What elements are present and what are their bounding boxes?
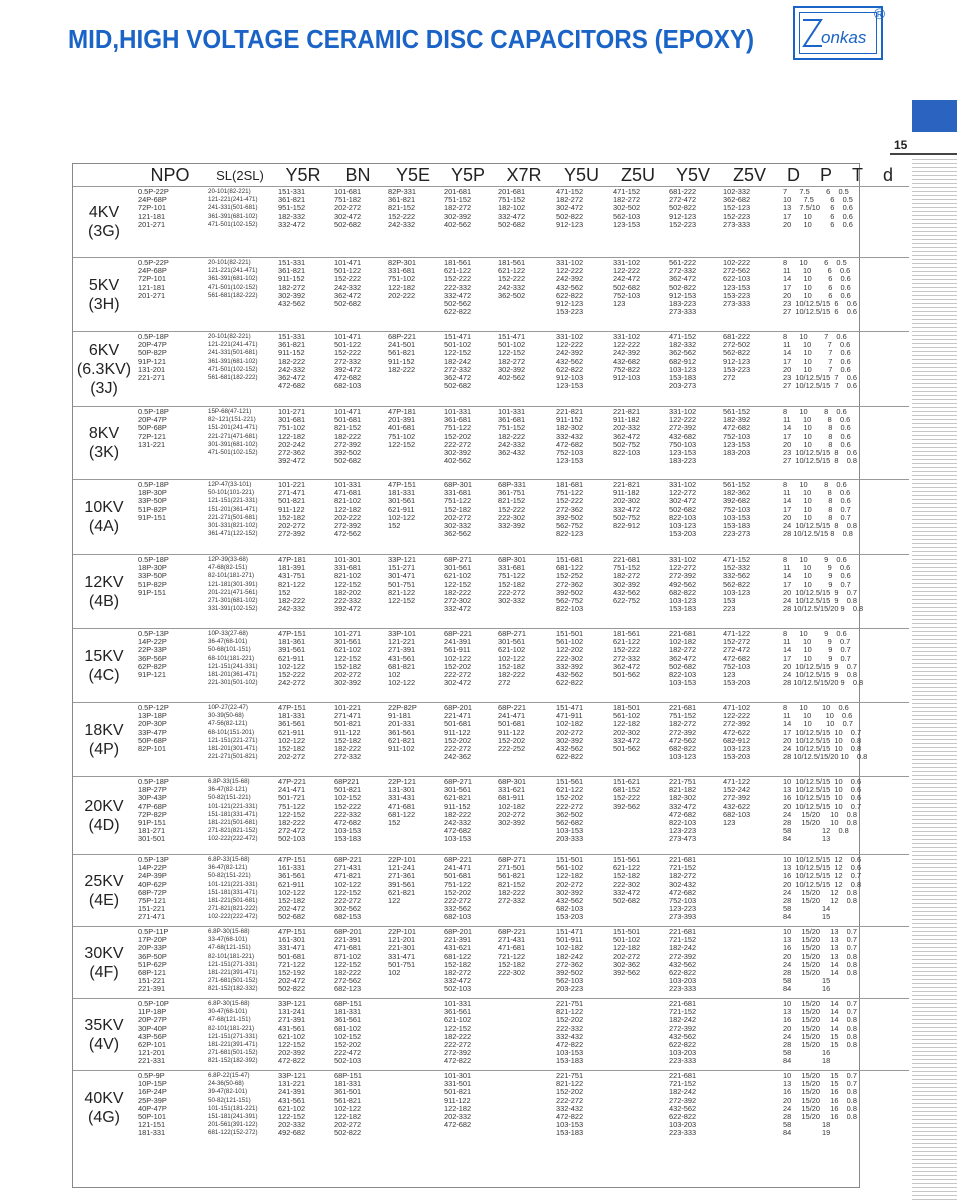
logo-text: onkas: [821, 28, 867, 47]
cell-bn: 68P-151 181-331 361-561 681-102 102-152 152-202 222-472 502-103: [331, 999, 385, 1071]
cell-y5p: 68P-201 221-471 501-681 911-122 152-202 222-272 242-362: [441, 703, 495, 777]
voltage-rating-cell: 25KV (4E): [73, 855, 135, 927]
cell-y5e: 22P-101 121-241 271-361 391-561 621-821 122: [385, 855, 441, 927]
cell-z5v: [720, 1071, 779, 1146]
cell-z5u: 151-501 501-102 122-182 202-272 302-362 392-562: [610, 927, 666, 999]
cell-x7r: 101-331 361-681 751-152 182-222 242-332 362-432: [495, 407, 553, 480]
cell-y5r: 47P-151 161-301 331-471 501-681 721-122 152-192 202-472 502-822: [275, 927, 331, 999]
voltage-rating-cell: 8KV (3K): [73, 407, 135, 480]
header-npo: NPO: [135, 164, 205, 187]
side-tab-marker: [912, 100, 957, 132]
page-number: 15: [894, 138, 908, 152]
cell-z5u: 331-102 122-222 242-472 502-682 752-103 123: [610, 258, 666, 332]
cell-z5v: 102-222 272-562 622-103 123-153 153-223 273-333: [720, 258, 779, 332]
voltage-rating-cell: 18KV (4P): [73, 703, 135, 777]
cell-sl: 12P-47(33-101) 50-101(101-221) 121-151(221-331) 151-201(361-471) 221-271(501-681) 301-331(821-102) 361-471(122-152): [205, 480, 275, 555]
cell-z5v: [720, 855, 779, 927]
cell-bn: 101-471 501-681 821-152 182-222 272-392 392-502 502-682: [331, 407, 385, 480]
cell-z5v: [720, 927, 779, 999]
voltage-rating-cell: 15KV (4C): [73, 629, 135, 703]
table-row: [73, 1071, 909, 1146]
cell-x7r: 68P-221 271-431 471-681 721-122 152-182 222-302: [495, 927, 553, 999]
cell-bn: 101-271 301-561 621-102 122-152 152-182 202-272 302-392: [331, 629, 385, 703]
cell-dptd: 7 7.5 6 0.5 10 7.5 6 0.5 13 7.5/10 6 0.6 17 10 6 0.6 20 10 6 0.6: [779, 187, 909, 258]
voltage-rating-cell: 10KV (4A): [73, 480, 135, 555]
cell-npo: 0.5P-9P 10P-15P 16P-24P 25P-39P 40P-47P 50P-101 121-151 181-331: [138, 1071, 167, 1138]
cell-sl: 6.8P-22(15-47) 24-36(50-68) 39-47(82-101) 50-82(121-151) 101-151(181-221) 151-181(241-391) 201-561(391-122) 681-122(152-272): [208, 1072, 258, 1137]
cell-y5e: 47P-151 181-331 301-561 621-911 102-122 152: [385, 480, 441, 555]
table-row: [73, 407, 909, 480]
cell-y5p: 201-681 751-152 182-272 302-392 402-562: [441, 187, 495, 258]
voltage-rating-cell: 40KV (4G): [84, 1090, 124, 1127]
table-row: [73, 187, 909, 258]
header-y5p: Y5P: [441, 164, 495, 187]
table-row: [73, 927, 909, 999]
cell-z5u: 151-561 621-122 152-182 222-302 332-472 502-682: [610, 855, 666, 927]
cell-y5u: 151-681 681-122 152-252 272-362 392-502 562-752 822-103: [553, 555, 610, 629]
cell-y5v: 221-681 721-152 182-242 272-392 432-562 622-822 103-203 223-333: [666, 999, 720, 1071]
cell-y5e: 22P-101 121-201 221-301 331-471 501-751 102: [385, 927, 441, 999]
cell-bn: 68P-201 221-391 471-681 871-102 122-152 182-222 272-562 682-123: [331, 927, 385, 999]
cell-y5r: 101-221 271-471 501-821 911-122 152-182 202-272 272-392: [275, 480, 331, 555]
cell-npo: 0.5P-11P 17P-20P 20P-33P 36P-50P 51P-62P 68P-121 151-221 221-391: [135, 927, 205, 999]
cell-z5v: [720, 999, 779, 1071]
cell-x7r: 68P-301 331-681 751-122 152-182 222-272 302-332: [495, 555, 553, 629]
cell-z5u: 221-821 911-182 202-332 362-472 502-752 822-103: [610, 407, 666, 480]
voltage-rating-cell: 12KV (4B): [73, 555, 135, 629]
cell-sl: 12P-39(33-68) 47-68(82-151) 82-101(181-271) 121-181(301-391) 201-221(471-561) 271-301(681-102) 331-391(102-152): [205, 555, 275, 629]
header-y5e: Y5E: [385, 164, 441, 187]
cell-sl: 6.8P-30(15-68) 30-47(68-101) 47-68(121-151) 82-101(181-221) 121-151(271-331) 181-221(391-471) 271-681(501-152) 821-152(182-392): [205, 999, 275, 1071]
cell-sl: 20-101(82-221) 121-221(241-471) 241-331(501-681) 361-391(681-102) 471-501(102-152): [205, 187, 275, 258]
cell-y5e: 22P-82P 91-181 201-331 361-561 621-821 911-102: [385, 703, 441, 777]
cell-bn: 101-301 331-681 821-102 122-152 182-202 222-332 392-472: [331, 555, 385, 629]
table-row: [73, 555, 909, 629]
cell-y5e: 33P-101 121-221 271-391 431-561 681-821 102 102-122: [385, 629, 441, 703]
cell-y5p: 68P-271 301-561 621-102 122-152 182-222 272-302 332-472: [441, 555, 495, 629]
cell-y5p: 181-561 621-122 152-222 222-332 332-472 502-562 622-822: [441, 258, 495, 332]
cell-y5u: 221-751 821-122 152-202 222-272 332-432 472-822 103-153 153-183: [556, 1071, 584, 1138]
header-y5u: Y5U: [553, 164, 610, 187]
cell-y5e: [385, 999, 441, 1071]
cell-x7r: 68P-331 361-751 821-152 152-222 222-302 332-392: [495, 480, 553, 555]
table-row: [73, 629, 909, 703]
cell-dptd: 10 15/20 15 0.7 13 15/20 15 0.7 16 15/20 16 0.8 20 15/20 16 0.8 24 15/20 16 0.8 28 15/20 16 0.8 58 18 84 19: [783, 1071, 857, 1138]
header-z5u: Z5U: [610, 164, 666, 187]
cell-dptd: 10 10/12.5/15 12 0.6 13 10/12.5/15 12 0.6 16 10/12.5/15 12 0.7 20 10/12.5/15 12 0.8 24 15/20 12 0.8 28 15/20 12 0.8 58 14 84 15: [779, 855, 909, 927]
cell-y5v: 221-681 751-152 182-272 272-392 472-562 682-822 103-123: [666, 703, 720, 777]
table-row: [73, 480, 909, 555]
cell-y5r: 47P-151 181-331 361-561 621-911 102-122 152-182 202-272: [275, 703, 331, 777]
cell-sl: 6.8P-33(15-68) 36-47(82-121) 50-82(151-221) 101-121(221-331) 151-181(331-471) 181-221(501-681) 271-821(821-152) 102-222(222-472): [205, 777, 275, 855]
cell-npo: 0.5P-13P 14P-22P 24P-39P 40P-62P 68P-72P 75P-121 151-221 271-471: [135, 855, 205, 927]
cell-y5p: 68P-221 241-391 561-911 102-122 152-202 222-272 302-472: [441, 629, 495, 703]
cell-x7r: 181-561 621-122 152-222 242-332 362-502: [495, 258, 553, 332]
cell-x7r: [495, 999, 553, 1071]
cell-y5u: 221-751 821-122 152-202 222-332 332-432 472-822 103-153 153-183: [553, 999, 610, 1071]
cell-y5r: 47P-151 181-361 391-561 621-911 102-122 152-222 242-272: [275, 629, 331, 703]
table-header-row: [73, 164, 909, 187]
cell-y5v: 471-152 182-332 362-562 682-912 103-123 153-183 203-273: [666, 332, 720, 407]
header-bn: BN: [331, 164, 385, 187]
cell-y5u: 151-501 561-102 122-202 222-302 332-392 432-562 622-822: [553, 629, 610, 703]
header-spacer: [73, 164, 135, 187]
cell-y5e: 82P-331 361-821 821-152 152-222 242-332: [385, 187, 441, 258]
voltage-rating-cell: 35KV (4V): [73, 999, 135, 1071]
table-row: [73, 332, 909, 407]
cell-x7r: 68P-271 271-501 561-821 821-152 182-222 272-332: [495, 855, 553, 927]
cell-dptd: 8 10 6 0.5 11 10 6 0.6 14 10 6 0.6 17 10 6 0.6 20 10 6 0.6 23 10/12.5/15 6 0.6 27 10/12.5/15 6 0.6: [779, 258, 909, 332]
cell-y5r: 151-331 361-821 951-152 182-332 332-472: [275, 187, 331, 258]
cell-y5p: 68P-271 301-561 621-821 911-152 182-222 242-332 472-682 103-153: [441, 777, 495, 855]
cell-y5e: 22P-121 131-301 331-431 471-681 681-122 152: [385, 777, 441, 855]
cell-npo: 0.5P-18P 20P-47P 50P-82P 91P-121 131-201 221-271: [135, 332, 205, 407]
side-stripes: [912, 156, 957, 1200]
cell-bn: 101-331 471-681 821-102 122-182 202-222 272-392 472-562: [331, 480, 385, 555]
cell-sl: 20-101(82-221) 121-221(241-471) 241-331(501-681) 361-391(681-102) 471-501(102-152) 561-681(182-222): [205, 332, 275, 407]
voltage-rating-cell: 5KV (3H): [73, 258, 135, 332]
cell-z5u: 221-681 751-152 182-272 302-392 432-562 622-752: [610, 555, 666, 629]
table-row: [73, 258, 909, 332]
cell-z5u: 471-152 182-272 302-502 562-103 123-153: [610, 187, 666, 258]
cell-y5r: 33P-121 131-221 241-391 431-561 621-102 122-152 202-332 492-682: [278, 1071, 306, 1138]
cell-npo: 0.5P-18P 18P-30P 33P-50P 51P-82P 91P-151: [135, 480, 205, 555]
table-row: [73, 855, 909, 927]
cell-z5v: 471-122 152-272 272-472 472-682 752-103 123 153-203: [720, 629, 779, 703]
cell-bn: 101-681 751-182 202-272 302-472 502-682: [331, 187, 385, 258]
cell-npo: 0.5P-18P 20P-47P 50P-68P 72P-121 131-221: [135, 407, 205, 480]
cell-z5u: 151-621 681-152 152-222 392-562: [610, 777, 666, 855]
page-title: MID,HIGH VOLTAGE CERAMIC DISC CAPACITORS (EPOXY): [68, 24, 755, 54]
cell-dptd: 8 10 8 0.6 11 10 8 0.6 14 10 8 0.6 17 10 8 0.7 20 10 8 0.7 24 10/12.5/15 8 0.8 28 10/12.5/15 8 0.8: [779, 480, 909, 555]
header-t: T: [852, 164, 864, 185]
cell-z5u: 221-821 911-182 202-302 332-472 502-752 822-912: [610, 480, 666, 555]
cell-sl: 10P-33(27-68) 36-47(68-101) 50-68(101-151) 68-101(181-221) 121-151(241-331) 181-201(361-471) 221-301(501-102): [205, 629, 275, 703]
cell-y5p: 101-331 361-561 621-102 122-152 182-222 222-272 272-392 472-822: [441, 999, 495, 1071]
cell-y5r: 33P-121 131-241 271-391 431-561 621-102 122-152 202-392 472-822: [275, 999, 331, 1071]
cell-x7r: 68P-221 241-471 501-681 911-122 152-202 222-252: [495, 703, 553, 777]
cell-y5p: 68P-301 331-681 751-122 152-182 202-272 302-332 362-562: [441, 480, 495, 555]
cell-y5p: 101-331 361-681 751-122 152-202 222-272 302-392 402-562: [441, 407, 495, 480]
cell-dptd: 8 10 9 0.6 11 10 9 0.7 14 10 9 0.7 17 10 9 0.7 20 10/12.5/15 9 0.7 24 10/12.5/15 9 0.8 28 10/12.5/15/20 9 0.8: [779, 629, 909, 703]
cell-dptd: 10 15/20 13 0.7 13 15/20 13 0.7 16 15/20 13 0.7 20 15/20 13 0.8 24 15/20 14 0.8 28 15/20 14 0.8 58 15 84 16: [779, 927, 909, 999]
cell-y5u: 471-152 182-272 302-472 502-822 912-123: [553, 187, 610, 258]
cell-y5e: 33P-121 151-271 301-471 501-751 821-122 122-152: [385, 555, 441, 629]
cell-bn: 101-471 501-122 152-222 272-332 392-472 472-682 682-103: [331, 332, 385, 407]
cell-z5u: 181-561 621-122 152-222 272-332 362-472 501-562: [610, 629, 666, 703]
cell-y5e: 82P-301 331-681 751-102 122-182 202-222: [385, 258, 441, 332]
header-dptd: [779, 164, 909, 187]
header-lead-d: d: [883, 164, 894, 185]
cell-x7r: 68P-301 331-621 681-911 102-182 202-272 302-392: [495, 777, 553, 855]
cell-npo: 0.5P-12P 13P-18P 20P-30P 33P-47P 50P-68P 82P-101: [135, 703, 205, 777]
cell-z5v: 102-332 362-682 152-123 152-223 273-333: [720, 187, 779, 258]
cell-z5v: 471-152 152-332 332-562 562-822 103-123 153 223: [720, 555, 779, 629]
cell-dptd: 8 10 10 0.6 11 10 10 0.6 14 10 10 0.7 17 10/12.5/15 10 0.7 20 10/12.5/15 10 0.8 24 10/12.5/15 10 0.8 28 10/12.5/15/20 10 0.8: [779, 703, 909, 777]
voltage-rating-cell: 20KV (4D): [73, 777, 135, 855]
cell-sl: 20-101(82-221) 121-221(241-471) 361-391(681-102) 471-501(102-152) 561-681(182-222): [205, 258, 275, 332]
header-x7r: X7R: [495, 164, 553, 187]
cell-y5u: 221-821 911-152 182-302 332-432 472-682 752-103 123-153: [553, 407, 610, 480]
cell-y5r: 151-331 361-821 911-152 182-272 302-392 432-562: [275, 258, 331, 332]
cell-z5v: 561-152 182-362 392-682 752-103 103-153 153-183 223-273: [720, 480, 779, 555]
cell-y5v: 221-751 821-182 182-302 332-472 472-682 822-103 123-223 273-473: [666, 777, 720, 855]
cell-npo: 0.5P-22P 24P-68P 72P-101 121-181 201-271: [135, 258, 205, 332]
header-y5v: Y5V: [666, 164, 720, 187]
cell-y5u: 151-501 561-102 122-182 202-272 302-392 432-562 682-103 153-203: [553, 855, 610, 927]
capacitor-spec-table: [72, 163, 894, 1188]
cell-z5v: 471-122 152-242 272-392 432-622 682-103 123: [720, 777, 779, 855]
brand-logo: [793, 6, 886, 60]
header-z5v: Z5V: [720, 164, 779, 187]
cell-sl: 6.8P-33(15-68) 36-47(82-121) 50-82(151-221) 101-121(221-331) 151-181(331-471) 181-221(501-681) 271-821(821-222) 102-222(222-472): [205, 855, 275, 927]
cell-y5v: 561-222 272-332 362-472 502-822 912-153 183-223 273-333: [666, 258, 720, 332]
cell-y5e: 68P-221 241-501 561-821 911-152 182-222: [385, 332, 441, 407]
cell-y5u: 331-102 122-222 242-392 432-562 622-822 912-123 153-223: [553, 258, 610, 332]
cell-bn: 68P-151 181-331 361-501 561-821 102-122 122-182 202-272 502-822: [334, 1071, 362, 1138]
cell-y5v: 331-102 122-272 272-392 492-562 682-822 103-123 153-183: [666, 555, 720, 629]
cell-npo: 0.5P-22P 24P-68P 72P-101 121-181 201-271: [135, 187, 205, 258]
cell-x7r: 68P-271 301-561 621-102 102-122 152-182 182-222 272: [495, 629, 553, 703]
header-y5r: Y5R: [275, 164, 331, 187]
cell-z5u: 181-501 561-102 122-182 202-302 332-472 501-562: [610, 703, 666, 777]
cell-y5v: 681-222 272-472 502-822 912-123 152-223: [666, 187, 720, 258]
cell-y5p: 68P-201 221-391 431-621 681-122 152-182 182-272 332-472 502-103: [441, 927, 495, 999]
cell-bn: 101-471 501-122 152-222 242-332 362-472 502-682: [331, 258, 385, 332]
cell-y5v: 221-681 721-152 182-272 302-432 472-682 752-103 123-223 273-393: [666, 855, 720, 927]
cell-npo: 0.5P-10P 11P-18P 20P-27P 30P-40P 43P-56P 62P-101 121-201 221-331: [135, 999, 205, 1071]
cell-sl: 15P-68(47-121) 82~121(151-221) 151-201(241-471) 221-271(471-681) 301-391(681-102) 471-501(102-152): [205, 407, 275, 480]
header-d: D: [787, 164, 800, 185]
cell-y5u: 151-471 501-911 102-182 182-242 272-362 392-502 562-103 203-223: [553, 927, 610, 999]
cell-y5p: 101-301 331-501 501-821 911-122 122-182 202-332 472-682: [444, 1071, 472, 1130]
cell-y5r: 101-271 301-681 751-102 122-182 202-242 272-362 392-472: [275, 407, 331, 480]
cell-x7r: 201-681 751-152 182-102 332-472 502-682: [495, 187, 553, 258]
cell-y5v: 221-681 102-182 182-272 362-472 502-682 822-103 103-153: [666, 629, 720, 703]
cell-y5u: 151-561 621-122 152-202 222-272 362-502 562-682 103-153 203-333: [553, 777, 610, 855]
cell-y5r: 47P-151 161-331 361-561 621-911 102-122 152-182 202-472 502-682: [275, 855, 331, 927]
registered-mark: ®: [874, 6, 886, 23]
cell-y5u: 331-102 122-222 242-392 432-562 622-822 912-103 123-153: [553, 332, 610, 407]
cell-y5r: 47P-181 181-391 431-751 821-122 152 182-222 242-332: [275, 555, 331, 629]
cell-y5u: 181-681 751-122 152-222 272-362 392-502 562-752 822-123: [553, 480, 610, 555]
cell-bn: 68P221 501-821 102-152 152-222 222-332 472-682 103-153 153-183: [331, 777, 385, 855]
voltage-rating-cell: 30KV (4F): [73, 927, 135, 999]
cell-npo: 0.5P-18P 18P-30P 33P-50P 51P-82P 91P-151: [135, 555, 205, 629]
cell-y5v: 331-102 122-272 302-472 502-682 822-103 103-123 153-203: [666, 480, 720, 555]
cell-y5e: 47P-181 201-391 401-681 751-102 122-152: [385, 407, 441, 480]
cell-sl: 6.8P-30(15-68) 33-47(68-101) 47-68(121-151) 82-101(181-221) 121-151(271-331) 181-221(391-471) 271-681(501-152) 821-152(182-332): [205, 927, 275, 999]
cell-npo: 0.5P-18P 18P-27P 30P-43P 47P-68P 72P-82P 91P-151 181-271 301-501: [135, 777, 205, 855]
voltage-rating-cell: 6KV (6.3KV) (3J): [73, 332, 135, 407]
cell-dptd: 10 15/20 14 0.7 13 15/20 14 0.7 16 15/20 14 0.8 20 15/20 14 0.8 24 15/20 15 0.8 28 15/20 15 0.8 58 16 84 18: [779, 999, 909, 1071]
cell-y5r: 47P-221 241-471 501-721 751-122 122-152 182-222 272-472 502-103: [275, 777, 331, 855]
cell-y5e: [385, 1071, 441, 1146]
cell-y5p: 151-471 501-102 122-152 182-242 272-332 362-472 502-682: [441, 332, 495, 407]
cell-y5r: 151-331 361-821 911-152 182-222 242-332 362-472 472-682: [275, 332, 331, 407]
table-row: [73, 703, 909, 777]
page-number-rule: [890, 153, 957, 155]
cell-x7r: 151-471 501-102 122-152 182-272 302-392 402-562: [495, 332, 553, 407]
table-row: [73, 777, 909, 855]
cell-y5u: 151-471 471-911 102-182 202-272 302-392 432-562 622-822: [553, 703, 610, 777]
cell-z5u: [610, 1071, 666, 1146]
cell-z5v: 471-102 122-222 272-392 472-622 682-912 103-123 153-203: [720, 703, 779, 777]
cell-npo: 0.5P-13P 14P-22P 22P-33P 36P-56P 62P-82P 91P-121: [135, 629, 205, 703]
table-row: [73, 999, 909, 1071]
cell-dptd: 8 10 9 0.6 11 10 9 0.6 14 10 9 0.6 17 10 9 0.7 20 10/12.5/15 9 0.7 24 10/12.5/15 9 0.8 28 10/12.5/15/20 9 0.8: [779, 555, 909, 629]
cell-y5v: 331-102 122-222 272-392 432-682 750-103 123-153 183-223: [666, 407, 720, 480]
cell-y5p: 68P-221 241-471 501-681 751-122 152-202 222-272 332-562 682-103: [441, 855, 495, 927]
cell-dptd: 10 10/12.5/15 10 0.6 13 10/12.5/15 10 0.6 16 10/12.5/15 10 0.6 20 10/12.5/15 10 0.7 24 15/20 10 0.8 28 15/20 10 0.8 58 12 0.8 84 13: [779, 777, 909, 855]
cell-z5v: 561-152 182-392 472-682 752-103 123-153 183-203: [720, 407, 779, 480]
header-sl: SL(2SL): [205, 164, 275, 187]
cell-z5u: [610, 999, 666, 1071]
voltage-rating-cell: 4KV (3G): [73, 187, 135, 258]
header-p: P: [820, 164, 833, 185]
cell-z5v: 681-222 272-502 562-822 912-123 153-223 272: [720, 332, 779, 407]
cell-z5u: 331-102 122-222 242-392 432-682 752-822 912-103: [610, 332, 666, 407]
cell-bn: 68P-221 271-431 471-821 102-122 122-152 222-272 302-562 682-153: [331, 855, 385, 927]
logo-z-icon: [801, 16, 823, 50]
cell-dptd: 8 10 8 0.6 11 10 8 0.6 14 10 8 0.6 17 10 8 0.6 20 10 8 0.6 23 10/12.5/15 8 0.6 27 10/12.5/15 8 0.8: [779, 407, 909, 480]
cell-x7r: [495, 1071, 553, 1146]
cell-y5v: 221-681 721-152 182-242 272-392 432-562 622-822 103-203 223-333: [669, 1071, 697, 1138]
cell-dptd: 8 10 7 0.6 11 10 7 0.6 14 10 7 0.6 17 10 7 0.6 20 10 7 0.6 23 10/12.5/15 7 0.6 27 10/12.5/15 7 0.6: [779, 332, 909, 407]
cell-sl: 10P-27(22-47) 30-39(50-68) 47-56(82-121) 68-101(151-201) 121-151(221-271) 181-201(301-471) 221-271(501-821): [205, 703, 275, 777]
cell-y5v: 221-681 721-152 182-242 272-392 432-562 622-822 103-203 223-333: [666, 927, 720, 999]
cell-bn: 101-221 271-471 501-821 911-122 152-182 182-222 272-332: [331, 703, 385, 777]
